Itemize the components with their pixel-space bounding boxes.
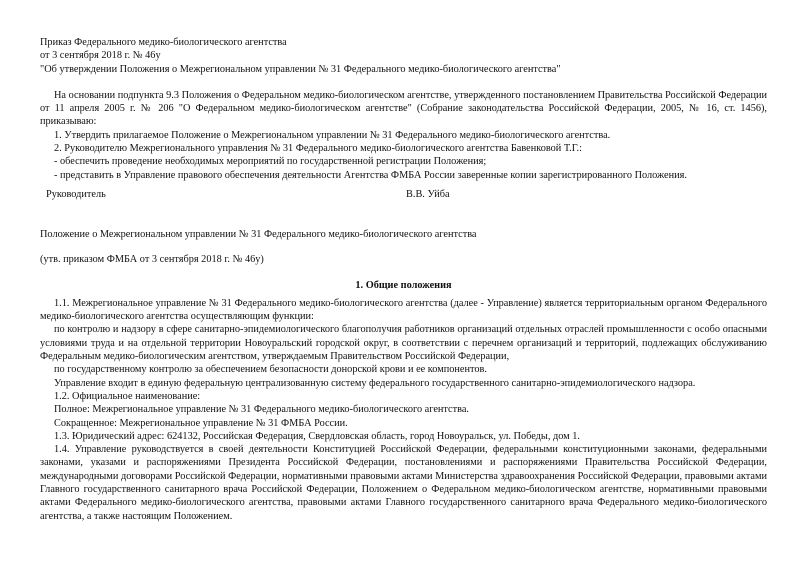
document-page — [40, 36, 767, 523]
order-header-line2: от 3 сентября 2018 г. № 46у — [40, 50, 161, 62]
paragraph-1-4: 1.4. Управление руководствуется в своей деятельности Конституцией Российской Федерации, федеральными конституционными законами, федеральными законами, указами и распоряжениями Президента Российской Федерации, постановлениями и распоряжениями Правительства Российской Федерации, международными договорами Российской Федерации, нормативными правовыми актами Министерства здравоохранения Российской Федерации, правовыми актами Главного государственного санитарного врача Российской Федерации, Положением о Федеральном медико-биологическом агентстве, нормативными правовыми актами Федерального медико-биологического агентства, правовыми актами Главного государственного санитарного врача Федерального медико-биологического агентства, а также настоящим Положением. — [40, 444, 767, 522]
order-item-2: 2. Руководителю Межрегионального управления № 31 Федерального медико-биологического агентства Бавенковой Т.Г.: — [54, 143, 582, 155]
regulation-title: Положение о Межрегиональном управлении № 31 Федерального медико-биологического агентства — [40, 228, 477, 240]
paragraph-1-1: 1.1. Межрегиональное управление № 31 Федерального медико-биологического агентства (далее - Управление) является территориальным органом Федерального медико-биологического агентства осуществляющим функции: — [40, 297, 767, 323]
paragraph-1-3: 1.3. Юридический адрес: 624132, Российская Федерация, Свердловская область, город Новоуральск, ул. Победы, дом 1. — [54, 430, 580, 442]
regulation-approval: (утв. приказом ФМБА от 3 сентября 2018 г. № 46у) — [40, 254, 264, 266]
order-header-title: "Об утверждении Положения о Межрегиональном управлении № 31 Федерального медико-биологического агентства" — [40, 63, 561, 75]
order-preamble: На основании подпункта 9.3 Положения о Федеральном медико-биологическом агентстве, утвержденного постановлением Правительства Российской Федерации от 11 апреля 2005 г. № 206 "О Федеральном медико-биологическом агентстве" (Собрание законодательства Российской Федерации, 2005, № 16, ст. 1456), приказываю: — [40, 89, 767, 128]
paragraph-1-2: 1.2. Официальное наименование: — [54, 390, 201, 402]
section-heading: 1. Общие положения — [355, 279, 452, 291]
paragraph-1-1a: по контролю и надзору в сфере санитарно-эпидемиологического благополучия работников организаций отдельных отраслей промышленности с особо опасными условиями труда и на отдельной территории Новоуральский городской округ, в соответствии с перечнем организаций и территорий, подлежащих обслуживанию Федеральным медико-биологическим агентством, утверждаемым Правительством Российской Федерации, — [40, 324, 767, 363]
order-item-2a: - обеспечить проведение необходимых мероприятий по государственной регистрации Положения; — [54, 156, 487, 168]
paragraph-1-1c: Управление входит в единую федеральную централизованную систему федерального государственного санитарно-эпидемиологического надзора. — [54, 377, 696, 389]
order-item-1: 1. Утвердить прилагаемое Положение о Межрегиональном управлении № 31 Федерального медико-биологического агентства. — [54, 129, 611, 141]
order-header-line1: Приказ Федерального медико-биологического агентства — [40, 37, 287, 48]
paragraph-1-2a: Полное: Межрегиональное управление № 31 Федерального медико-биологического агентства. — [54, 404, 469, 416]
signature-block — [40, 188, 767, 202]
signer-name: В.В. Уйба — [406, 188, 450, 200]
signer-role: Руководитель — [46, 188, 106, 200]
paragraph-1-1b: по государственному контролю за обеспечением безопасности донорской крови и ее компонентов. — [54, 364, 487, 376]
paragraph-1-2b: Сокращенное: Межрегиональное управление № 31 ФМБА России. — [54, 417, 348, 429]
order-item-2b: - представить в Управление правового обеспечения деятельности Агентства ФМБА России заверенные копии зарегистрированного Положения. — [54, 169, 687, 181]
